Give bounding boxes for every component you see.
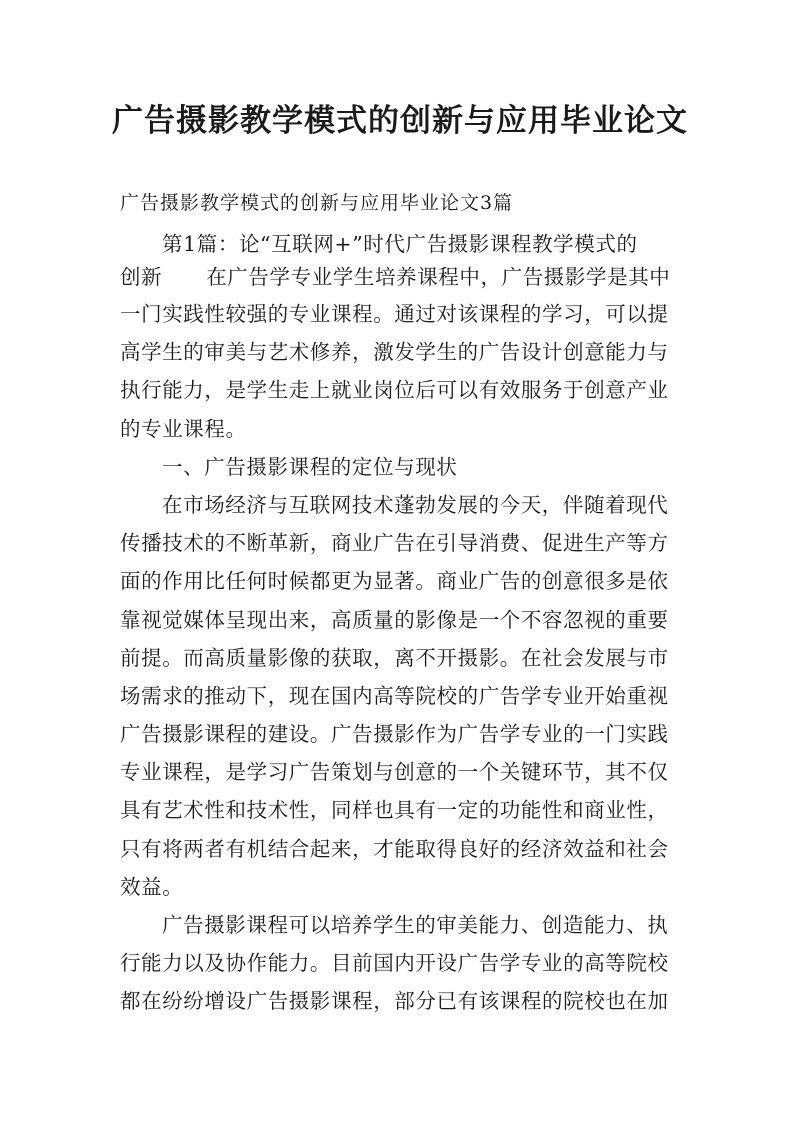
body-line: 具有艺术性和技术性，同样也具有一定的功能性和商业性， <box>120 798 669 822</box>
body-line: 一门实践性较强的专业课程。通过对该课程的学习，可以提 <box>120 302 669 326</box>
body-line: 靠视觉媒体呈现出来，高质量的影像是一个不容忽视的重要 <box>120 608 669 632</box>
body-line: 面的作用比任何时候都更为显著。商业广告的创意很多是依 <box>120 569 669 593</box>
body-line: 专业课程，是学习广告策划与创意的一个关键环节，其不仅 <box>120 760 669 784</box>
body-line: 在市场经济与互联网技术蓬勃发展的今天，伴随着现代 <box>162 493 669 517</box>
body-line: 第1篇：论“互联网+”时代广告摄影课程教学模式的 <box>162 232 638 256</box>
body-line: 都在纷纷增设广告摄影课程，部分已有该课程的院校也在加 <box>120 989 669 1013</box>
body-line: 效益。 <box>120 875 184 899</box>
section-heading: 一、广告摄影课程的定位与现状 <box>162 455 458 479</box>
body-line: 高学生的审美与艺术修养，激发学生的广告设计创意能力与 <box>120 340 669 364</box>
body-line: 传播技术的不断革新，商业广告在引导消费、促进生产等方 <box>120 531 669 555</box>
body-line: 广告摄影课程可以培养学生的审美能力、创造能力、执 <box>162 913 669 937</box>
body-line: 只有将两者有机结合起来，才能取得良好的经济效益和社会 <box>120 837 669 861</box>
body-line: 前提。而高质量影像的获取，离不开摄影。在社会发展与市 <box>120 646 669 670</box>
body-line: 场需求的推动下，现在国内高等院校的广告学专业开始重视 <box>120 684 669 708</box>
document-title: 广告摄影教学模式的创新与应用毕业论文 <box>112 103 688 139</box>
body-line-part: 在广告学专业学生培养课程中，广告摄影学是其中 <box>206 265 671 289</box>
body-line-part: 创新 <box>120 265 163 289</box>
body-line: 执行能力，是学生走上就业岗位后可以有效服务于创意产业 <box>120 378 669 402</box>
body-line: 行能力以及协作能力。目前国内开设广告学专业的高等院校 <box>120 951 669 975</box>
body-line <box>120 262 670 292</box>
body-line: 广告摄影课程的建设。广告摄影作为广告学专业的一门实践 <box>120 722 669 746</box>
document-subtitle: 广告摄影教学模式的创新与应用毕业论文3篇 <box>120 192 514 214</box>
body-line: 的专业课程。 <box>120 417 247 441</box>
